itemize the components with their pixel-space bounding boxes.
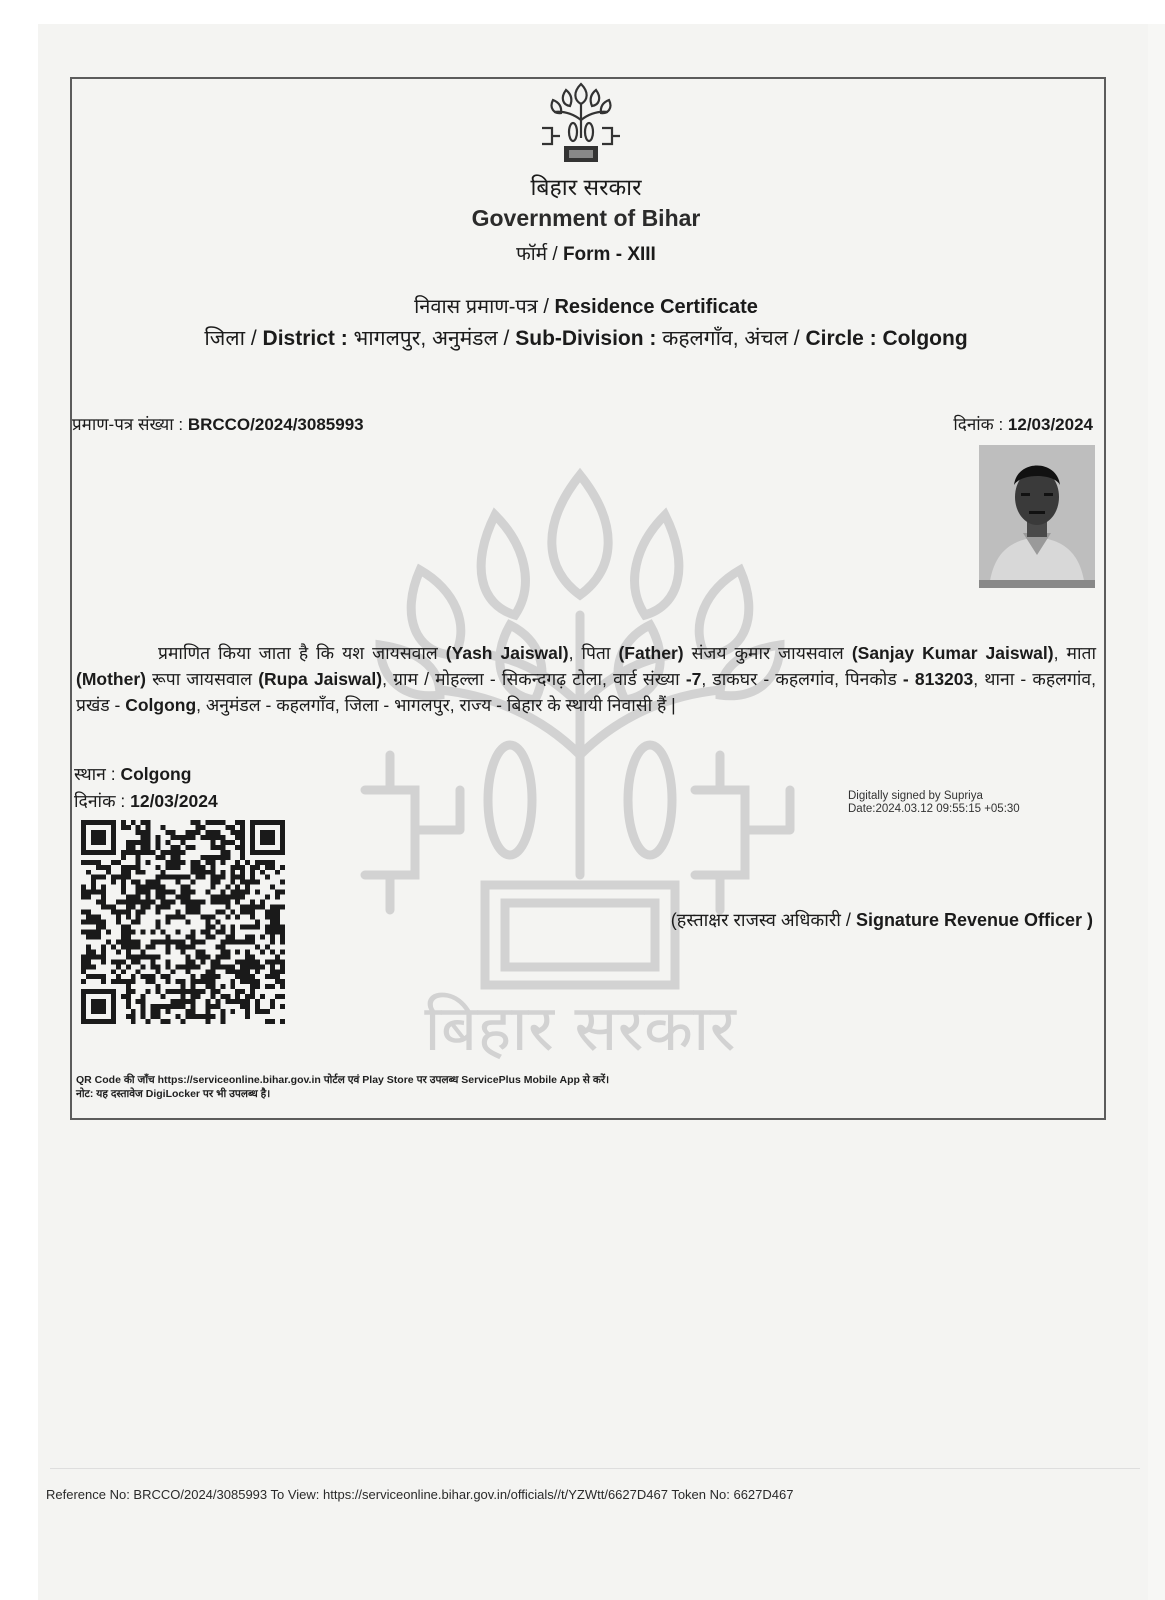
qr-verification-note bbox=[76, 1073, 609, 1101]
digital-signature-date: Date:2024.03.12 09:55:15 +05:30 bbox=[848, 803, 1020, 815]
digital-signature-signer: Digitally signed by Supriya bbox=[848, 790, 983, 802]
body-text-segment: , थाना - कहलगांव, प्रखंड - bbox=[76, 669, 1097, 715]
issue-date bbox=[953, 412, 1093, 435]
body-text-segment: रूपा जायसवाल bbox=[145, 669, 259, 689]
district-label: District : bbox=[262, 327, 354, 350]
father-label: (Father) bbox=[618, 643, 684, 663]
subdivision-value: कहलगाँव, अंचल / bbox=[662, 327, 806, 350]
divider bbox=[50, 1468, 1140, 1469]
signature-title-english: Signature Revenue Officer ) bbox=[855, 910, 1093, 930]
applicant-photo bbox=[979, 445, 1095, 588]
bihar-emblem-watermark bbox=[360, 455, 800, 1065]
block-name: Colgong bbox=[125, 695, 197, 715]
certificate-number-value: BRCCO/2024/3085993 bbox=[187, 415, 364, 434]
place bbox=[74, 762, 191, 786]
digital-signature bbox=[848, 790, 1020, 816]
place-label: स्थान : bbox=[74, 764, 121, 784]
certificate-type-hindi: निवास प्रमाण-पत्र / bbox=[414, 296, 555, 318]
ward-number: -7 bbox=[685, 669, 702, 689]
body-text-segment: संजय कुमार जायसवाल bbox=[683, 643, 852, 663]
body-text-segment: , माता bbox=[1053, 643, 1096, 663]
scan-top-margin bbox=[0, 0, 1165, 24]
district-line bbox=[70, 324, 1102, 352]
issue-date-label: दिनांक : bbox=[953, 415, 1008, 434]
signature-title-hindi: (हस्ताक्षर राजस्व अधिकारी / bbox=[670, 910, 856, 930]
circle-label: Circle : Colgong bbox=[805, 327, 968, 350]
certificate-type bbox=[70, 292, 1102, 319]
body-text-segment: , अनुमंडल - कहलगाँव, जिला - भागलपुर, राज्य - बिहार के स्थायी निवासी हैं | bbox=[196, 695, 676, 715]
issue-date-value: 12/03/2024 bbox=[1007, 415, 1093, 434]
signature-title bbox=[671, 908, 1093, 932]
form-number bbox=[70, 240, 1102, 266]
footer-date-value: 12/03/2024 bbox=[130, 791, 218, 811]
pincode: - 813203 bbox=[902, 669, 974, 689]
bihar-emblem-logo bbox=[536, 80, 626, 166]
certificate-body bbox=[76, 640, 1096, 718]
digilocker-note: नोट: यह दस्तावेज DigiLocker पर भी उपलब्ध है। bbox=[76, 1088, 271, 1100]
verification-qr-code[interactable] bbox=[81, 820, 285, 1024]
subdivision-label: Sub-Division : bbox=[515, 327, 663, 350]
reference-line: Reference No: BRCCO/2024/3085993 To View: https://serviceonline.bihar.gov.in/officials//t/YZWtt/6627D467 Token No: 6627D467 bbox=[46, 1487, 794, 1502]
form-prefix: फॉर्म / bbox=[516, 244, 563, 265]
title-government: Government of Bihar bbox=[471, 205, 701, 231]
mother-label: (Mother) bbox=[76, 669, 146, 689]
body-text-segment: , डाकघर - कहलगांव, पिनकोड bbox=[701, 669, 903, 689]
footer-date bbox=[74, 789, 218, 813]
body-text-segment: , ग्राम / मोहल्ला - सिकन्दगढ़ टोला, वार्ड संख्या bbox=[382, 669, 686, 689]
qr-note-line: QR Code की जाँच https://serviceonline.bihar.gov.in पोर्टल एवं Play Store पर उपलब्ध ServicePlus Mobile App से करें। bbox=[76, 1074, 610, 1086]
title-hindi: बिहार सरकार bbox=[530, 174, 642, 200]
scan-left-margin bbox=[0, 0, 38, 1600]
applicant-name-english: (Yash Jaiswal) bbox=[445, 643, 569, 663]
footer-date-label: दिनांक : bbox=[74, 791, 131, 811]
watermark-text: बिहार सरकार bbox=[424, 992, 736, 1065]
district-value: भागलपुर, अनुमंडल / bbox=[353, 327, 516, 350]
body-text-segment: प्रमाणित किया जाता है कि यश जायसवाल bbox=[158, 643, 446, 663]
father-name-english: (Sanjay Kumar Jaiswal) bbox=[851, 643, 1054, 663]
district-prefix: जिला / bbox=[204, 327, 263, 350]
form-label: Form - XIII bbox=[562, 244, 656, 265]
certificate-number-label: प्रमाण-पत्र संख्या : bbox=[72, 415, 188, 434]
mother-name-english: (Rupa Jaiswal) bbox=[258, 669, 383, 689]
certificate-number bbox=[72, 412, 364, 435]
body-text-segment: , पिता bbox=[568, 643, 619, 663]
place-value: Colgong bbox=[120, 764, 192, 784]
certificate-type-english: Residence Certificate bbox=[554, 296, 758, 318]
